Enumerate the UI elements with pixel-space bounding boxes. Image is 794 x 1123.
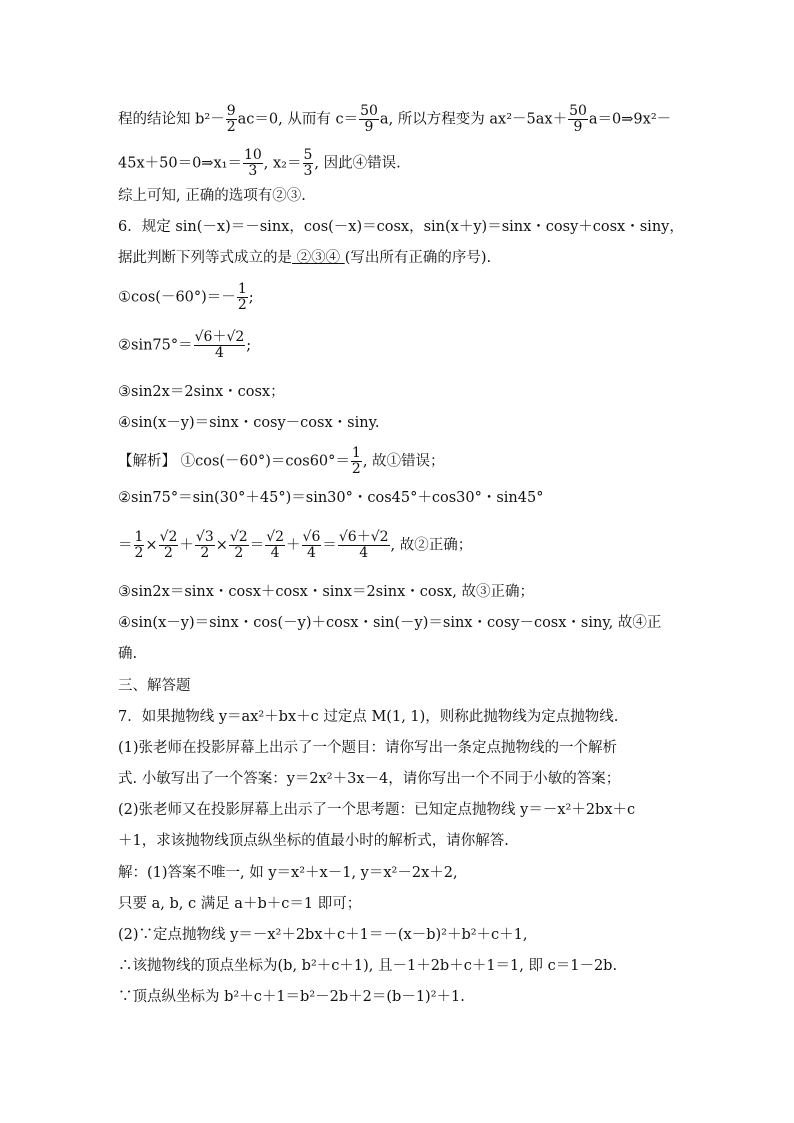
analysis-line-1: 【解析】 ①cos(－60°)＝cos60°＝ $\frac{1}{2}$ , 故①错误； [118, 445, 445, 477]
question-7-line-5: ＋1，求该抛物线顶点纵坐标的值最小时的解析式，请你解答. [118, 833, 509, 849]
question-7-line-4: (2)张老师又在投影屏幕上出示了一个思考题：已知定点抛物线 y＝－x²＋2bx＋c [118, 802, 636, 818]
fraction: $\frac{50}{9}$ [360, 103, 378, 135]
fraction: $\frac{1}{2}$ [351, 445, 361, 477]
question-7-line-2: (1)张老师在投影屏幕上出示了一个题目：请你写出一条定点抛物线的一个解析 [118, 740, 618, 756]
fraction: $\frac{√2}{2}$ [159, 529, 178, 561]
analysis-line-6: 确. [118, 646, 138, 662]
fraction: $\frac{5}{3}$ [303, 147, 313, 179]
fraction: $\frac{50}{9}$ [569, 103, 587, 135]
option-3: ③sin2x＝2sinx・cosx； [118, 384, 285, 400]
fraction: $\frac{√6+√2}{4}$ [194, 329, 245, 361]
fraction: $\frac{9}{2}$ [226, 103, 236, 135]
fraction: $\frac{1}{2}$ [237, 281, 247, 313]
conclusion-line: 综上可知, 正确的选项有②③. [118, 188, 306, 204]
option-2: ②sin75°＝ $\frac{√6+√2}{4}$ ; [118, 329, 252, 361]
fraction: $\frac{√2}{4}$ [266, 529, 285, 561]
fraction: $\frac{1}{2}$ [134, 529, 144, 561]
option-1: ①cos(－60°)＝－ $\frac{1}{2}$ ; [118, 281, 254, 313]
fraction: $\frac{10}{3}$ [243, 147, 262, 179]
answer-line-2: 只要 a, b, c 满足 a＋b＋c＝1 即可； [118, 896, 362, 912]
analysis-line-3: ＝ $\frac{1}{2}$ × $\frac{√2}{2}$ ＋ $\frac{√3}{2}$ × $\frac{√2}{2}$ ＝ $\frac{√2}{4}$ ＋ $\frac{√6}{4}$ ＝ $\frac{√6+√2}{4}$ , 故②正确； [118, 529, 473, 561]
analysis-line-2: ②sin75°＝sin(30°＋45°)＝sin30°・cos45°＋cos30°・sin45° [118, 490, 544, 506]
solution-line: 程的结论知 b²－ $\frac{9}{2}$ ac＝0, 从而有 c＝ $\frac{50}{9}$ a, 所以方程变为 ax²－5ax＋ $\frac{50}{9}$ a＝0⇒9x²－ [118, 103, 672, 135]
fraction: $\frac{√6}{4}$ [302, 529, 321, 561]
analysis-line-5: ④sin(x－y)＝sinx・cos(－y)＋cosx・sin(－y)＝sinx・cosy－cosx・siny, 故④正 [118, 615, 662, 631]
question-6-stem-2: 据此判断下列等式成立的是 ②③④ (写出所有正确的序号). [118, 250, 492, 266]
fraction: $\frac{√6+√2}{4}$ [338, 529, 389, 561]
analysis-line-4: ③sin2x＝sinx・cosx＋cosx・sinx＝2sinx・cosx, 故③正确； [118, 584, 534, 600]
answer-line-1: 解：(1)答案不唯一, 如 y＝x²＋x－1, y＝x²－2x＋2, [118, 865, 458, 881]
question-6-stem: 6．规定 sin(－x)＝－sinx，cos(－x)＝cosx，sin(x＋y)＝sinx・cosy＋cosx・siny， [118, 219, 684, 235]
solution-line: 45x＋50＝0⇒x₁＝ $\frac{10}{3}$ , x₂＝ $\frac{5}{3}$ , 因此④错误. [118, 147, 401, 179]
answer-line-5: ∵顶点纵坐标为 b²＋c＋1＝b²－2b＋2＝(b－1)²＋1. [118, 989, 465, 1005]
fraction: $\frac{√2}{2}$ [229, 529, 248, 561]
question-7-line-1: 7．如果抛物线 y＝ax²＋bx＋c 过定点 M(1, 1)，则称此抛物线为定点抛物线. [118, 709, 619, 725]
option-4: ④sin(x－y)＝sinx・cosy－cosx・siny. [118, 415, 380, 431]
answer-line-4: ∴该抛物线的顶点坐标为(b, b²＋c＋1), 且－1＋2b＋c＋1＝1, 即 c＝1－2b. [118, 958, 618, 974]
fraction: $\frac{√3}{2}$ [195, 529, 214, 561]
answer-line-3: (2)∵定点抛物线 y＝－x²＋2bx＋c＋1＝－(x－b)²＋b²＋c＋1, [118, 927, 528, 943]
answer-blank: ②③④ [292, 250, 345, 266]
section-heading: 三、解答题 [118, 678, 191, 694]
question-7-line-3: 式. 小敏写出了一个答案：y＝2x²＋3x－4，请你写出一个不同于小敏的答案； [118, 771, 621, 787]
